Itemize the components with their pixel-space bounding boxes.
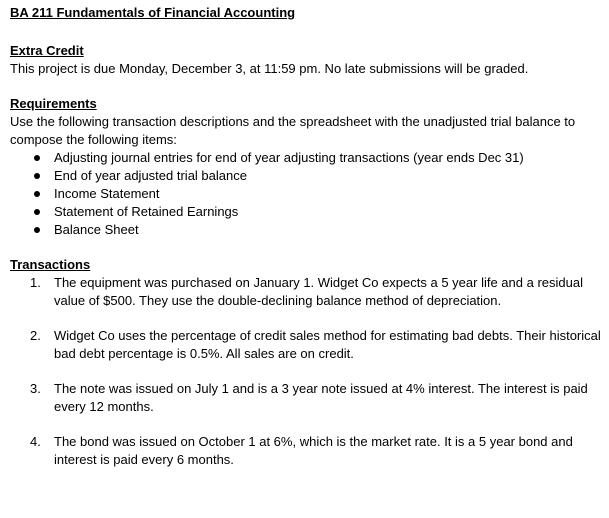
transaction-text: Widget Co uses the percentage of credit sales method for estimating bad debts. Their historical bad debt percentage is 0.5%. All sales are on credit.	[54, 328, 601, 361]
requirements-heading: Requirements	[10, 96, 97, 111]
requirement-text: Income Statement	[54, 186, 160, 201]
transactions-list	[10, 274, 609, 469]
requirement-item	[30, 185, 609, 203]
requirement-item	[30, 167, 609, 185]
bullet-icon	[34, 227, 40, 233]
transaction-text: The note was issued on July 1 and is a 3 year note issued at 4% interest. The interest is paid every 12 months.	[54, 381, 588, 414]
transaction-number: 2.	[30, 328, 41, 343]
transaction-text: The equipment was purchased on January 1. Widget Co expects a 5 year life and a residual value of $500. They use the double-declining balance method of depreciation.	[54, 275, 583, 308]
extra-credit-text: This project is due Monday, December 3, at 11:59 pm. No late submissions will be graded.	[10, 61, 529, 76]
transaction-item	[30, 327, 609, 363]
extra-credit-heading: Extra Credit	[10, 43, 84, 58]
transaction-number: 4.	[30, 434, 41, 449]
transaction-item	[30, 274, 609, 310]
transaction-text: The bond was issued on October 1 at 6%, which is the market rate. It is a 5 year bond and interest is paid every 6 months.	[54, 434, 573, 467]
bullet-icon	[34, 191, 40, 197]
requirements-intro: Use the following transaction descriptions and the spreadsheet with the unadjusted trial balance to compose the following items:	[10, 114, 576, 147]
requirements-list	[10, 149, 609, 239]
requirements-section	[10, 95, 609, 239]
requirement-item	[30, 221, 609, 239]
transaction-number: 3.	[30, 381, 41, 396]
bullet-icon	[34, 209, 40, 215]
extra-credit-section	[10, 42, 609, 78]
transactions-heading: Transactions	[10, 257, 91, 272]
transaction-number: 1.	[30, 275, 41, 290]
transactions-section	[10, 256, 609, 469]
requirement-item	[30, 203, 609, 221]
requirement-text: End of year adjusted trial balance	[54, 168, 247, 183]
requirement-item	[30, 149, 609, 167]
transaction-item	[30, 380, 609, 416]
requirement-text: Balance Sheet	[54, 222, 139, 237]
transaction-item	[30, 433, 609, 469]
requirement-text: Adjusting journal entries for end of year adjusting transactions (year ends Dec 31)	[54, 150, 524, 165]
bullet-icon	[34, 173, 40, 179]
document-title: BA 211 Fundamentals of Financial Accounting	[10, 5, 296, 20]
bullet-icon	[34, 155, 40, 161]
requirement-text: Statement of Retained Earnings	[54, 204, 239, 219]
